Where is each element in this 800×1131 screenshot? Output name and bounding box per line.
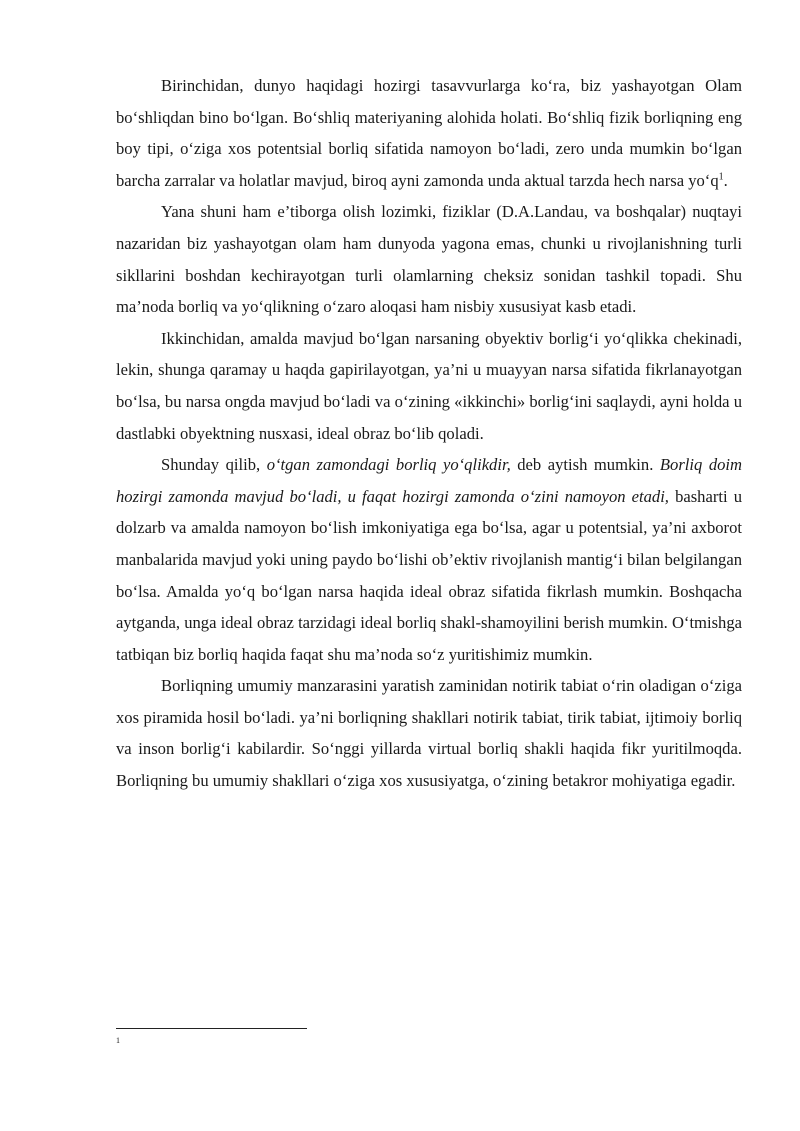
document-body (116, 70, 742, 797)
paragraph-text: . (723, 170, 728, 190)
italic-phrase: o‘tgan zamondagi borliq yo‘qlikdir, (266, 455, 511, 475)
footnote-separator (116, 1028, 307, 1029)
paragraph-text: deb aytish mumkin. (510, 455, 660, 475)
paragraph-3: Ikkinchidan, amalda mavjud bo‘lgan narsaning obyektiv borlig‘i yo‘qlikka chekinadi, lekin, shunga qaramay u haqda gapirilayotgan, ya’ni u muayyan narsa sifatida fikrlanayotgan bo‘lsa, bu narsa ongda mavjud bo‘ladi va o‘zining «ikkinchi» borlig‘ini saqlaydi, ayni holda u dastlabki obyektning nusxasi, ideal obraz bo‘lib qoladi. (116, 328, 742, 443)
footnote-mark: 1 (116, 1036, 120, 1045)
paragraph-text: Shunday qilib, (161, 455, 267, 475)
paragraph-1 (116, 70, 742, 196)
paragraph-4 (116, 449, 742, 670)
paragraph-text: basharti u dolzarb va amalda namoyon bo‘lish imkoniyatiga ega bo‘lsa, agar u potentsial, ya’ni axborot manbalarida mavjud yoki uning paydo bo‘lishi ob’ektiv rivojlanish mantig‘i bilan belgilangan bo‘lsa. Amalda yo‘q bo‘lgan narsa haqida ideal obraz sifatida fikrlash mumkin. Boshqacha aytganda, unga ideal obraz tarzidagi ideal borliq shakl-shamoyilini berish mumkin. O‘tmishga tatbiqan biz borliq haqida faqat shu ma’noda so‘z yuritishimiz mumkin. (116, 486, 742, 664)
italic-phrase: Borliq doim hozirgi zamonda mavjud bo‘ladi, u faqat hozirgi zamonda o‘zini namoyon etadi, (116, 455, 743, 506)
paragraph-5: Borliqning umumiy manzarasini yaratish zaminidan notirik tabiat o‘rin oladigan o‘ziga xos piramida hosil bo‘ladi. ya’ni borliqning shakllari notirik tabiat, tirik tabiat, ijtimoiy borliq va inson borlig‘i kabilardir. So‘nggi yillarda virtual borliq shakli haqida fikr yuritilmoqda. Borliqning bu umumiy shakllari o‘ziga xos xususiyatga, o‘zining betakror mohiyatiga egadir. (116, 676, 742, 791)
paragraph-text: Birinchidan, dunyo haqidagi hozirgi tasavvurlarga ko‘ra, biz yashayotgan Olam bo‘shliqdan bino bo‘lgan. Bo‘shliq materiyaning alohida holati. Bo‘shliq fizik borliqning eng boy tipi, o‘ziga xos potentsial borliq sifatida namoyon bo‘ladi, zero unda mumkin bo‘lgan barcha zarralar va holatlar mavjud, biroq ayni zamonda unda aktual tarzda hech narsa yo‘q (116, 76, 742, 190)
footnote-reference[interactable]: 1 (718, 171, 724, 183)
paragraph-2: Yana shuni ham e’tiborga olish lozimki, fiziklar (D.A.Landau, va boshqalar) nuqtayi nazaridan biz yashayotgan olam ham dunyoda yagona emas, chunki u rivojlanishning turli sikllarini boshdan kechirayotgan turli olamlarning cheksiz sonidan tashkil topadi. Shu ma’noda borliq va yo‘qlikning o‘zaro aloqasi ham nisbiy xususiyat kasb etadi. (116, 202, 742, 317)
